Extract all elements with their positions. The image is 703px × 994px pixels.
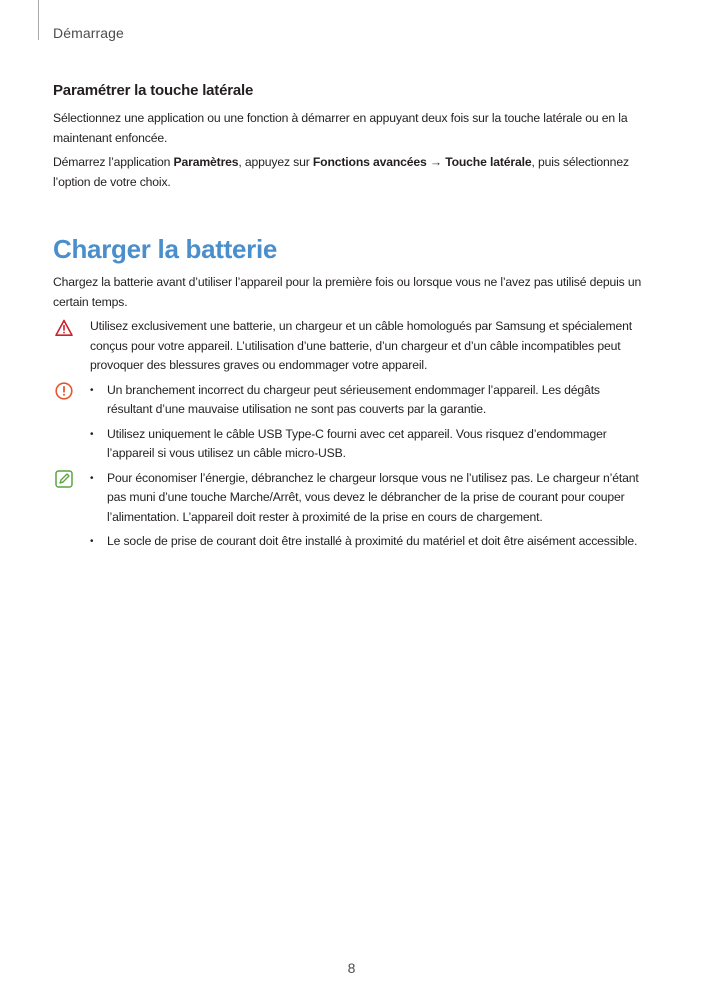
warning-notice bbox=[53, 317, 648, 376]
caution-item-text: Un branchement incorrect du chargeur peut sérieusement endommager l’appareil. Les dégâts résultant d’une mauvaise utilisation ne sont pas couverts par la garantie. bbox=[107, 382, 600, 416]
side-button-heading: Paramétrer la touche latérale bbox=[53, 82, 254, 99]
caution-notice bbox=[53, 381, 648, 464]
menu-advanced-features: Fonctions avancées bbox=[312, 155, 427, 169]
caution-item-text: Utilisez uniquement le câble USB Type-C fourni avec cet appareil. Vous risquez d’endommager l’appareil si vous utilisez un câble micro-USB. bbox=[107, 426, 607, 460]
note-item-text: Le socle de prise de courant doit être installé à proximité du matériel et doit être aisément accessible. bbox=[107, 534, 638, 548]
side-button-instructions bbox=[53, 153, 648, 192]
arrow-separator: → bbox=[426, 155, 446, 169]
caution-exclamation-icon bbox=[55, 382, 73, 400]
list-item bbox=[90, 425, 648, 464]
caution-list bbox=[90, 381, 648, 464]
bullet-icon: • bbox=[90, 536, 94, 547]
header-divider bbox=[38, 0, 39, 40]
page-number: 8 bbox=[347, 960, 356, 976]
menu-settings: Paramètres bbox=[173, 155, 239, 169]
note-item-text: Pour économiser l’énergie, débranchez le chargeur lorsque vous ne l’utilisez pas. Le chargeur n’étant pas muni d’une touche Marche/Arrêt, vous devez le débrancher de la prise de courant pour couper l’alimentation. L’appareil doit rester à proximité de la prise en cours de chargement. bbox=[107, 470, 639, 524]
instructions-text-3: , puis sélectionnez l’option de votre choix. bbox=[53, 155, 629, 189]
page-content bbox=[53, 82, 648, 557]
chapter-title: Démarrage bbox=[53, 25, 124, 41]
note-pencil-icon bbox=[55, 470, 73, 488]
list-item bbox=[90, 381, 648, 420]
battery-intro: Chargez la batterie avant d’utiliser l’appareil pour la première fois ou lorsque vous ne l’avez pas utilisé depuis un certain temps. bbox=[53, 275, 642, 309]
note-list bbox=[90, 469, 648, 552]
side-button-description: Sélectionnez une application ou une fonction à démarrer en appuyant deux fois sur la touche latérale ou en la maintenant enfoncée. bbox=[53, 111, 628, 145]
section-title: Charger la batterie bbox=[53, 234, 278, 264]
bullet-icon: • bbox=[90, 472, 94, 484]
bullet-icon: • bbox=[90, 384, 94, 396]
bullet-icon: • bbox=[90, 428, 94, 440]
warning-text: Utilisez exclusivement une batterie, un chargeur et un câble homologués par Samsung et spécialement conçus pour votre appareil. L’utilisation d’une batterie, d’un chargeur et d’un câble incompatibles peut provoquer des blessures graves ou endommager votre appareil. bbox=[90, 319, 633, 372]
menu-side-button: Touche latérale bbox=[445, 155, 532, 169]
note-notice bbox=[53, 469, 648, 552]
instructions-text-2: , appuyez sur bbox=[238, 155, 313, 169]
warning-triangle-icon bbox=[55, 319, 73, 337]
list-item bbox=[90, 469, 648, 528]
list-item bbox=[90, 532, 648, 552]
instructions-text-1: Démarrez l’application bbox=[53, 155, 174, 169]
